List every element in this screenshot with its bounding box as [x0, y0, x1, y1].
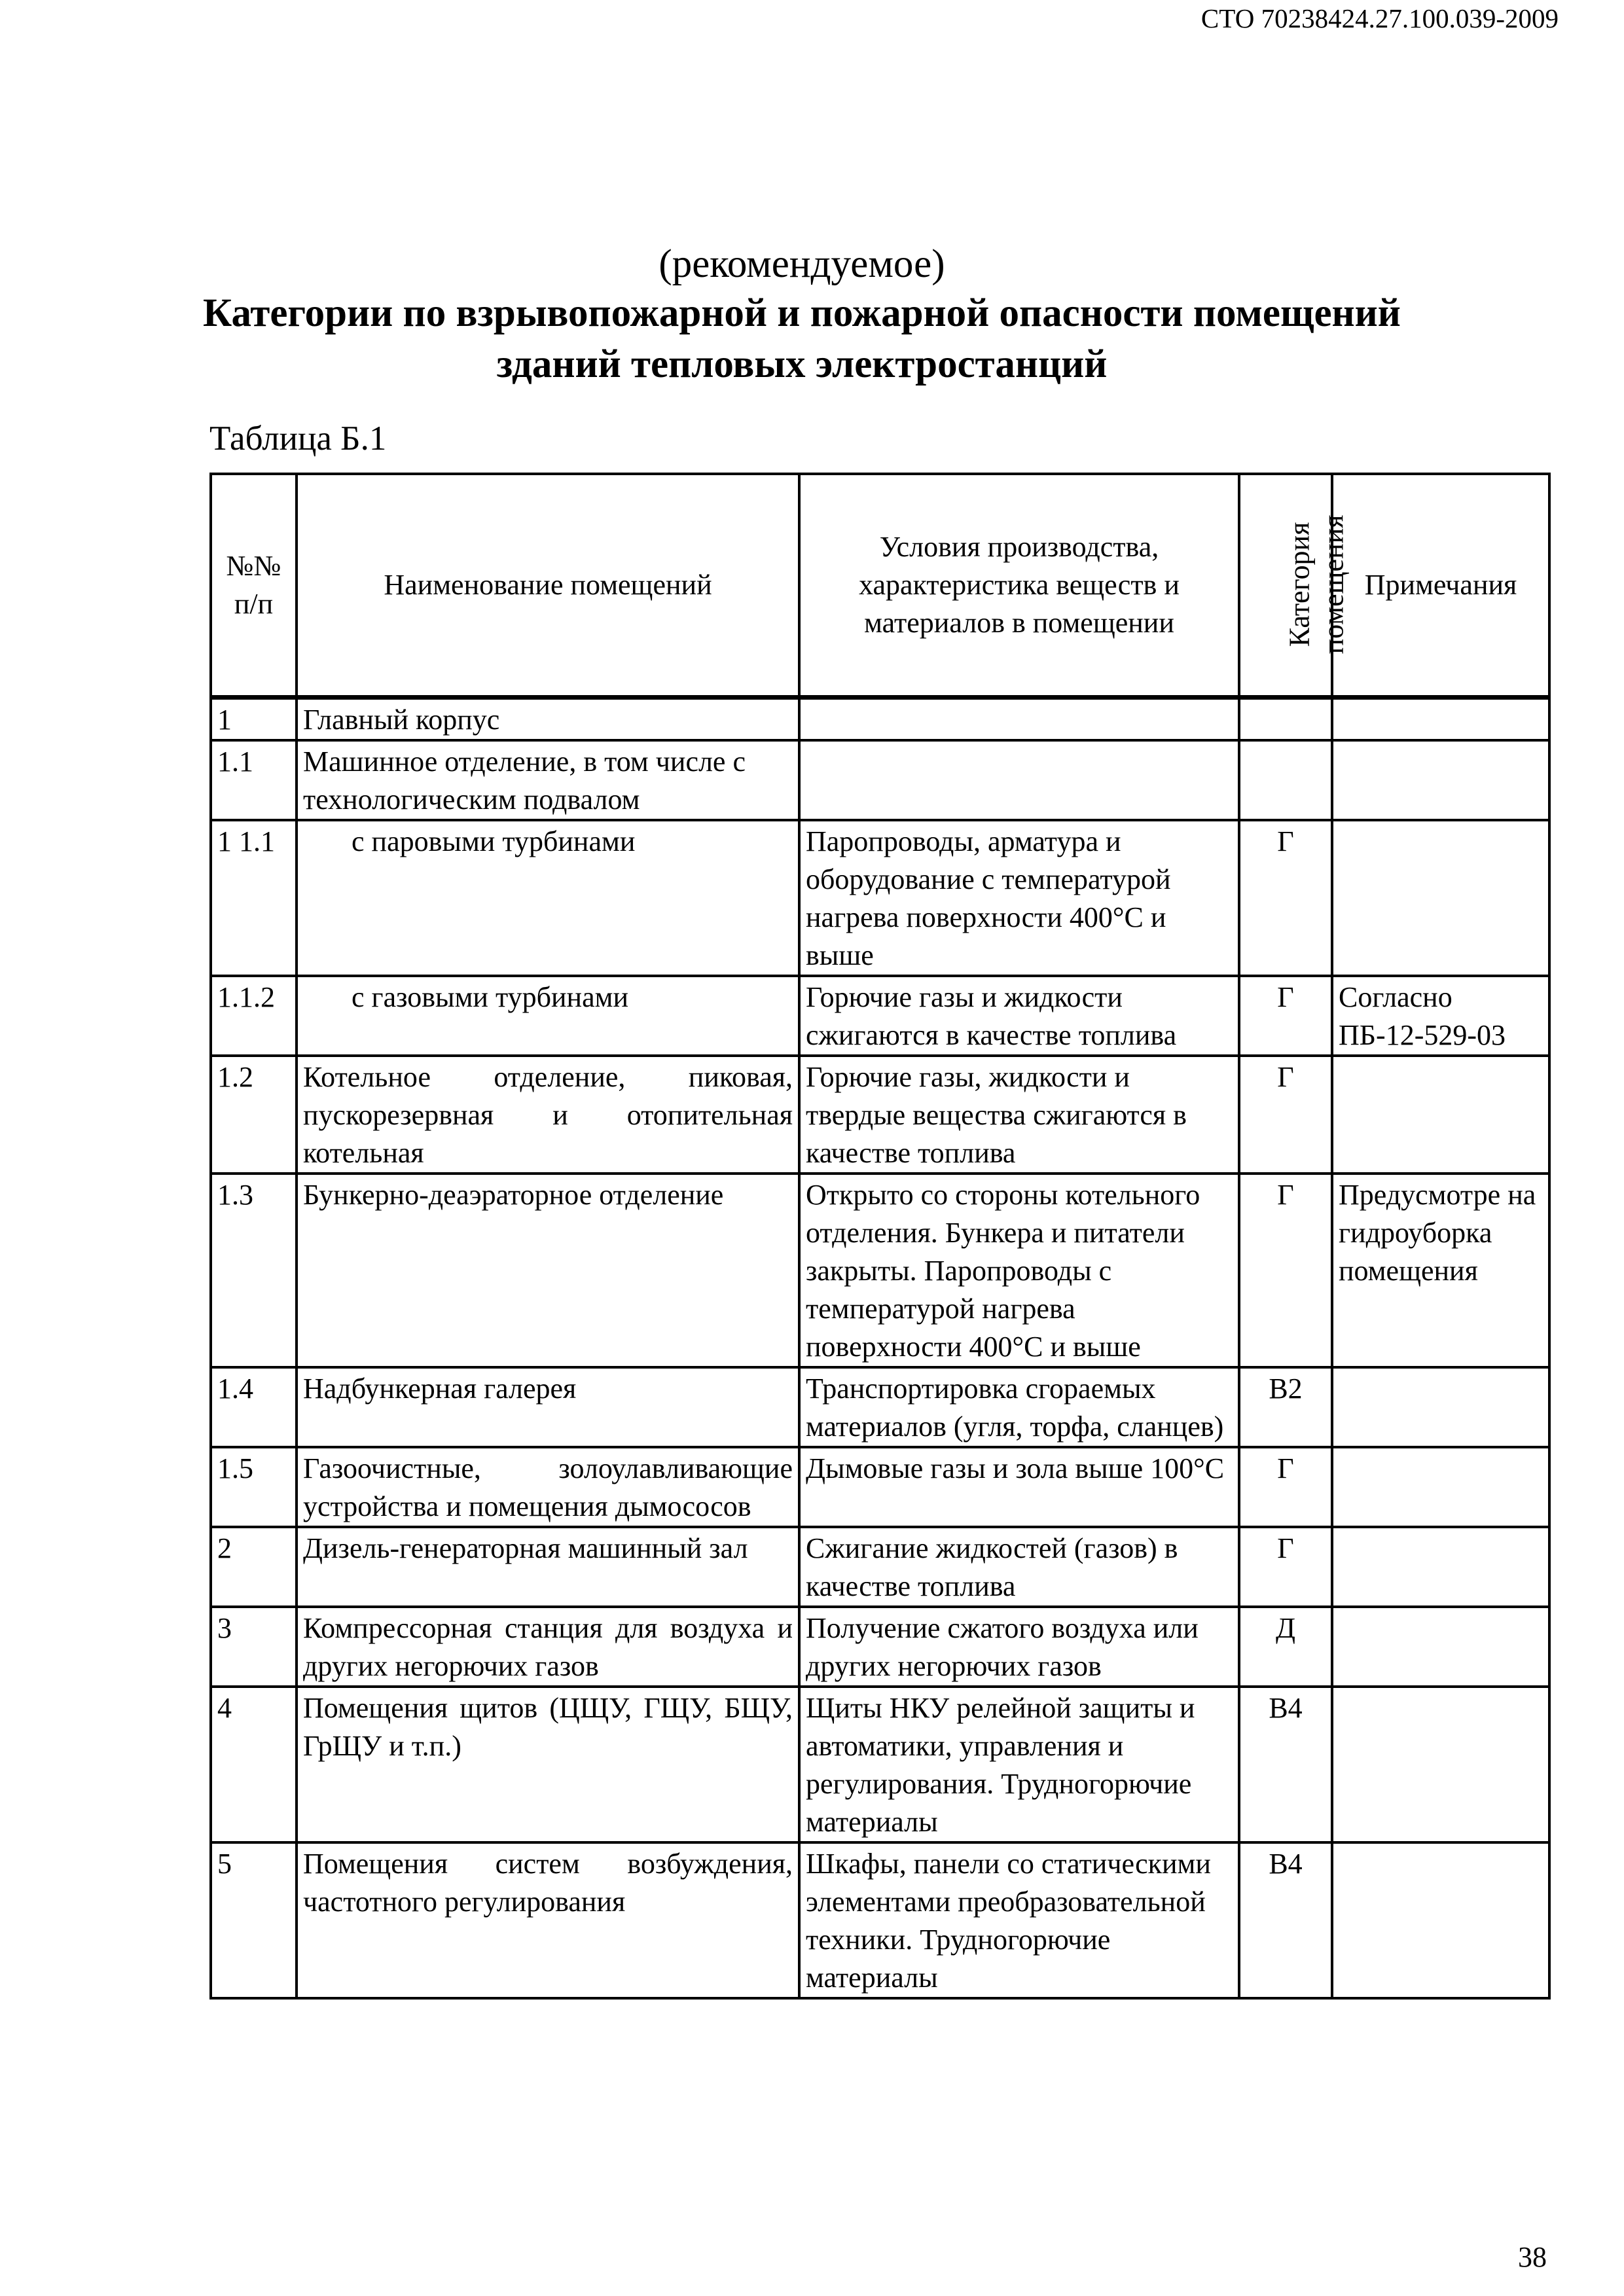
cell-number: 5 [211, 1842, 297, 1998]
cell-conditions: Горючие газы, жидкости и твердые вещества сжигаются в качестве топлива [799, 1056, 1239, 1174]
cell-name: Помещения щитов (ЦЩУ, ГЩУ, БЩУ, ГрЩУ и т.п.) [297, 1687, 799, 1842]
table-row [211, 1527, 1549, 1607]
cell-number: 1 1.1 [211, 820, 297, 976]
cell-conditions: Получение сжатого воздуха или других негорючих газов [799, 1607, 1239, 1687]
cell-conditions: Горючие газы и жидкости сжигаются в качестве топлива [799, 976, 1239, 1056]
cell-category: Г [1239, 1447, 1332, 1527]
header-category-line1: Категория [1283, 522, 1316, 647]
cell-category: Г [1239, 1056, 1332, 1174]
cell-name: Надбункерная галерея [297, 1367, 799, 1447]
cell-number: 1.1 [211, 740, 297, 820]
cell-note: Согласно ПБ-12-529-03 [1332, 976, 1549, 1056]
cell-note: Предусмотре на гидроуборка помещения [1332, 1174, 1549, 1367]
heading-block [196, 241, 1407, 390]
cell-conditions: Транспортировка сгораемых материалов (угля, торфа, сланцев) [799, 1367, 1239, 1447]
cell-note [1332, 820, 1549, 976]
cell-name: Газоочистные, золоулавливающие устройства и помещения дымососов [297, 1447, 799, 1527]
header-notes: Примечания [1332, 474, 1549, 698]
cell-conditions: Щиты НКУ релейной защиты и автоматики, управления и регулирования. Трудногорючие материалы [799, 1687, 1239, 1842]
cell-note [1332, 1527, 1549, 1607]
header-conditions-line1: Условия производства, [879, 531, 1159, 563]
cell-category: Г [1239, 820, 1332, 976]
table-row [211, 1367, 1549, 1447]
cell-category: В2 [1239, 1367, 1332, 1447]
cell-category: В4 [1239, 1687, 1332, 1842]
cell-number: 1.4 [211, 1367, 297, 1447]
cell-number: 4 [211, 1687, 297, 1842]
cell-note [1332, 1687, 1549, 1842]
cell-conditions: Паропроводы, арматура и оборудование с температурой нагрева поверхности 400°С и выше [799, 820, 1239, 976]
cell-category [1239, 698, 1332, 741]
cell-conditions: Сжигание жидкостей (газов) в качестве топлива [799, 1527, 1239, 1607]
header-number-line2: п/п [234, 588, 274, 620]
cell-note [1332, 740, 1549, 820]
document-code: СТО 70238424.27.100.039-2009 [1200, 3, 1559, 33]
cell-name: Котельное отделение, пиковая, пускорезервная и отопительная котельная [297, 1056, 799, 1174]
header-conditions [799, 474, 1239, 698]
cell-name-indented: с газовыми турбинами [352, 981, 629, 1013]
table-label: Таблица Б.1 [209, 420, 387, 457]
header-number [211, 474, 297, 698]
header-category [1239, 474, 1350, 698]
cell-note [1332, 1367, 1549, 1447]
cell-name-indented: с паровыми турбинами [352, 825, 636, 857]
cell-number: 3 [211, 1607, 297, 1687]
table-row [211, 1607, 1549, 1687]
cell-conditions: Шкафы, панели со статическими элементами преобразовательной техники. Трудногорючие материалы [799, 1842, 1239, 1998]
header-number-line1: №№ [226, 550, 281, 582]
cell-name: Бункерно-деаэраторное отделение [297, 1174, 799, 1367]
cell-name: Машинное отделение, в том числе с технологическим подвалом [297, 740, 799, 820]
cell-number: 2 [211, 1527, 297, 1607]
table-row [211, 1687, 1549, 1842]
table-row [211, 1447, 1549, 1527]
appendix-title-line2: зданий тепловых электростанций [496, 342, 1108, 386]
cell-note [1332, 1447, 1549, 1527]
cell-name [297, 820, 799, 976]
table-row [211, 1056, 1549, 1174]
cell-number: 1.1.2 [211, 976, 297, 1056]
categories-table [209, 473, 1551, 2000]
header-conditions-line2: характеристика веществ и [859, 569, 1180, 601]
cell-category: Д [1239, 1607, 1332, 1687]
cell-name: Главный корпус [297, 698, 799, 741]
cell-conditions: Дымовые газы и зола выше 100°С [799, 1447, 1239, 1527]
cell-number: 1 [211, 698, 297, 741]
appendix-title-line1: Категории по взрывопожарной и пожарной опасности помещений [203, 291, 1401, 335]
cell-number: 1.2 [211, 1056, 297, 1174]
table-header-row [211, 474, 1549, 698]
cell-name: Компрессорная станция для воздуха и других негорючих газов [297, 1607, 799, 1687]
header-room-name: Наименование помещений [297, 474, 799, 698]
header-conditions-line3: материалов в помещении [864, 607, 1174, 639]
cell-category: Г [1239, 976, 1332, 1056]
header-category-rotated [1282, 514, 1350, 654]
cell-conditions [799, 698, 1239, 741]
header-category-line2: помещения [1317, 514, 1350, 654]
appendix-subtitle: (рекомендуемое) [659, 242, 945, 286]
cell-category: В4 [1239, 1842, 1332, 1998]
page-number: 38 [1518, 2241, 1547, 2273]
table-row [211, 698, 1549, 741]
cell-category [1239, 740, 1332, 820]
cell-conditions: Открыто со стороны котельного отделения. Бункера и питатели закрыты. Паропроводы с температурой нагрева поверхности 400°С и выше [799, 1174, 1239, 1367]
cell-category: Г [1239, 1527, 1332, 1607]
table-row [211, 1174, 1549, 1367]
cell-name: Помещения систем возбуждения, частотного регулирования [297, 1842, 799, 1998]
table-row [211, 976, 1549, 1056]
cell-name [297, 976, 799, 1056]
cell-conditions [799, 740, 1239, 820]
table-row [211, 740, 1549, 820]
table-row [211, 820, 1549, 976]
cell-note [1332, 1842, 1549, 1998]
cell-category: Г [1239, 1174, 1332, 1367]
cell-note [1332, 1607, 1549, 1687]
table-row [211, 1842, 1549, 1998]
cell-note [1332, 698, 1549, 741]
cell-number: 1.3 [211, 1174, 297, 1367]
cell-number: 1.5 [211, 1447, 297, 1527]
cell-name: Дизель-генераторная машинный зал [297, 1527, 799, 1607]
cell-note [1332, 1056, 1549, 1174]
